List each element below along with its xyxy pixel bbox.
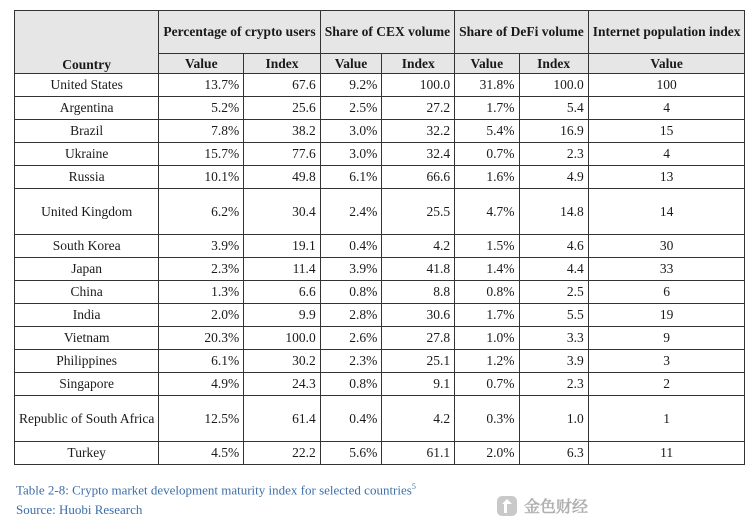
cex-value-cell: 0.4%	[320, 396, 382, 442]
defi-value-cell: 1.2%	[455, 350, 519, 373]
defi-index-cell: 4.9	[519, 166, 588, 189]
country-cell: Vietnam	[15, 327, 159, 350]
cex-value-cell: 0.4%	[320, 235, 382, 258]
table-row	[15, 304, 745, 327]
cex-value-cell: 2.6%	[320, 327, 382, 350]
internet-index-cell: 13	[588, 166, 745, 189]
country-cell: Singapore	[15, 373, 159, 396]
cex-value-cell: 9.2%	[320, 74, 382, 97]
table-row	[15, 350, 745, 373]
table-row	[15, 120, 745, 143]
country-cell: India	[15, 304, 159, 327]
defi-index-cell: 4.6	[519, 235, 588, 258]
crypto-users-value-cell: 10.1%	[159, 166, 244, 189]
crypto-users-value-cell: 4.9%	[159, 373, 244, 396]
table-row	[15, 97, 745, 120]
header-internet-index: Internet population index	[588, 11, 745, 54]
country-cell: China	[15, 281, 159, 304]
country-cell: Russia	[15, 166, 159, 189]
defi-index-cell: 3.3	[519, 327, 588, 350]
cex-index-cell: 32.4	[382, 143, 455, 166]
internet-index-cell: 6	[588, 281, 745, 304]
defi-index-cell: 2.3	[519, 373, 588, 396]
country-cell: Brazil	[15, 120, 159, 143]
crypto-users-index-cell: 100.0	[244, 327, 320, 350]
table-row	[15, 143, 745, 166]
internet-index-cell: 11	[588, 442, 745, 465]
cex-index-cell: 30.6	[382, 304, 455, 327]
internet-index-cell: 33	[588, 258, 745, 281]
crypto-maturity-table	[14, 10, 745, 465]
table-row	[15, 396, 745, 442]
defi-value-cell: 0.8%	[455, 281, 519, 304]
internet-index-cell: 9	[588, 327, 745, 350]
watermark-logo-icon	[496, 495, 518, 517]
defi-index-cell: 4.4	[519, 258, 588, 281]
internet-index-cell: 15	[588, 120, 745, 143]
internet-index-cell: 100	[588, 74, 745, 97]
cex-value-cell: 2.5%	[320, 97, 382, 120]
crypto-users-value-cell: 5.2%	[159, 97, 244, 120]
defi-index-cell: 5.5	[519, 304, 588, 327]
cex-index-cell: 25.1	[382, 350, 455, 373]
crypto-users-value-cell: 20.3%	[159, 327, 244, 350]
cex-index-cell: 27.2	[382, 97, 455, 120]
country-cell: Philippines	[15, 350, 159, 373]
footnote-mark: 5	[411, 482, 416, 491]
cex-value-cell: 3.0%	[320, 120, 382, 143]
subheader-value: Value	[320, 54, 382, 74]
subheader-index: Index	[382, 54, 455, 74]
crypto-users-value-cell: 12.5%	[159, 396, 244, 442]
internet-index-cell: 4	[588, 97, 745, 120]
header-cex-volume: Share of CEX volume	[320, 11, 454, 54]
cex-value-cell: 6.1%	[320, 166, 382, 189]
crypto-users-index-cell: 25.6	[244, 97, 320, 120]
defi-value-cell: 1.4%	[455, 258, 519, 281]
defi-index-cell: 2.3	[519, 143, 588, 166]
internet-index-cell: 30	[588, 235, 745, 258]
header-country: Country	[15, 11, 159, 74]
subheader-value: Value	[588, 54, 745, 74]
crypto-users-value-cell: 6.1%	[159, 350, 244, 373]
defi-value-cell: 0.3%	[455, 396, 519, 442]
caption-source: Source: Huobi Research	[16, 502, 143, 518]
cex-index-cell: 61.1	[382, 442, 455, 465]
internet-index-cell: 19	[588, 304, 745, 327]
country-cell: United States	[15, 74, 159, 97]
defi-index-cell: 6.3	[519, 442, 588, 465]
crypto-users-value-cell: 2.0%	[159, 304, 244, 327]
defi-value-cell: 31.8%	[455, 74, 519, 97]
defi-index-cell: 5.4	[519, 97, 588, 120]
defi-index-cell: 1.0	[519, 396, 588, 442]
defi-value-cell: 4.7%	[455, 189, 519, 235]
cex-value-cell: 2.8%	[320, 304, 382, 327]
defi-value-cell: 1.7%	[455, 97, 519, 120]
crypto-users-index-cell: 77.6	[244, 143, 320, 166]
crypto-users-value-cell: 3.9%	[159, 235, 244, 258]
table-row	[15, 281, 745, 304]
crypto-users-index-cell: 6.6	[244, 281, 320, 304]
cex-value-cell: 3.0%	[320, 143, 382, 166]
cex-index-cell: 4.2	[382, 396, 455, 442]
crypto-users-index-cell: 67.6	[244, 74, 320, 97]
cex-value-cell: 2.3%	[320, 350, 382, 373]
crypto-users-index-cell: 19.1	[244, 235, 320, 258]
crypto-users-index-cell: 11.4	[244, 258, 320, 281]
defi-index-cell: 16.9	[519, 120, 588, 143]
table-row	[15, 74, 745, 97]
crypto-users-index-cell: 49.8	[244, 166, 320, 189]
crypto-users-index-cell: 30.4	[244, 189, 320, 235]
crypto-users-index-cell: 38.2	[244, 120, 320, 143]
table-row	[15, 166, 745, 189]
table-caption	[16, 477, 416, 520]
caption-title: Table 2-8: Crypto market development maturity index for selected countries	[16, 482, 412, 498]
cex-value-cell: 0.8%	[320, 281, 382, 304]
cex-index-cell: 100.0	[382, 74, 455, 97]
defi-index-cell: 2.5	[519, 281, 588, 304]
cex-value-cell: 5.6%	[320, 442, 382, 465]
country-cell: United Kingdom	[15, 189, 159, 235]
crypto-users-value-cell: 7.8%	[159, 120, 244, 143]
crypto-users-value-cell: 2.3%	[159, 258, 244, 281]
defi-index-cell: 14.8	[519, 189, 588, 235]
defi-value-cell: 0.7%	[455, 143, 519, 166]
cex-index-cell: 32.2	[382, 120, 455, 143]
subheader-index: Index	[244, 54, 320, 74]
header-crypto-users: Percentage of crypto users	[159, 11, 320, 54]
crypto-users-index-cell: 22.2	[244, 442, 320, 465]
defi-index-cell: 100.0	[519, 74, 588, 97]
crypto-users-value-cell: 1.3%	[159, 281, 244, 304]
watermark-text: 金色财经	[523, 497, 588, 516]
cex-value-cell: 3.9%	[320, 258, 382, 281]
crypto-users-value-cell: 15.7%	[159, 143, 244, 166]
table-row	[15, 189, 745, 235]
cex-index-cell: 4.2	[382, 235, 455, 258]
cex-index-cell: 9.1	[382, 373, 455, 396]
subheader-index: Index	[519, 54, 588, 74]
watermark	[496, 494, 588, 517]
country-cell: Republic of South Africa	[15, 396, 159, 442]
internet-index-cell: 1	[588, 396, 745, 442]
crypto-users-value-cell: 13.7%	[159, 74, 244, 97]
country-cell: Ukraine	[15, 143, 159, 166]
crypto-users-value-cell: 4.5%	[159, 442, 244, 465]
internet-index-cell: 3	[588, 350, 745, 373]
table-row	[15, 235, 745, 258]
defi-value-cell: 0.7%	[455, 373, 519, 396]
country-cell: South Korea	[15, 235, 159, 258]
cex-index-cell: 25.5	[382, 189, 455, 235]
crypto-users-index-cell: 61.4	[244, 396, 320, 442]
cex-value-cell: 2.4%	[320, 189, 382, 235]
defi-value-cell: 5.4%	[455, 120, 519, 143]
caption-title-line	[16, 477, 416, 500]
crypto-users-value-cell: 6.2%	[159, 189, 244, 235]
cex-index-cell: 8.8	[382, 281, 455, 304]
internet-index-cell: 14	[588, 189, 745, 235]
crypto-users-index-cell: 24.3	[244, 373, 320, 396]
table-row	[15, 258, 745, 281]
header-defi-volume: Share of DeFi volume	[455, 11, 589, 54]
defi-value-cell: 1.6%	[455, 166, 519, 189]
crypto-users-index-cell: 9.9	[244, 304, 320, 327]
cex-index-cell: 66.6	[382, 166, 455, 189]
defi-value-cell: 1.7%	[455, 304, 519, 327]
defi-value-cell: 2.0%	[455, 442, 519, 465]
country-cell: Argentina	[15, 97, 159, 120]
subheader-value: Value	[455, 54, 519, 74]
table-row	[15, 373, 745, 396]
internet-index-cell: 2	[588, 373, 745, 396]
country-cell: Turkey	[15, 442, 159, 465]
cex-value-cell: 0.8%	[320, 373, 382, 396]
defi-index-cell: 3.9	[519, 350, 588, 373]
country-cell: Japan	[15, 258, 159, 281]
crypto-users-index-cell: 30.2	[244, 350, 320, 373]
internet-index-cell: 4	[588, 143, 745, 166]
cex-index-cell: 27.8	[382, 327, 455, 350]
defi-value-cell: 1.5%	[455, 235, 519, 258]
table-row	[15, 327, 745, 350]
cex-index-cell: 41.8	[382, 258, 455, 281]
subheader-value: Value	[159, 54, 244, 74]
defi-value-cell: 1.0%	[455, 327, 519, 350]
table-row	[15, 442, 745, 465]
